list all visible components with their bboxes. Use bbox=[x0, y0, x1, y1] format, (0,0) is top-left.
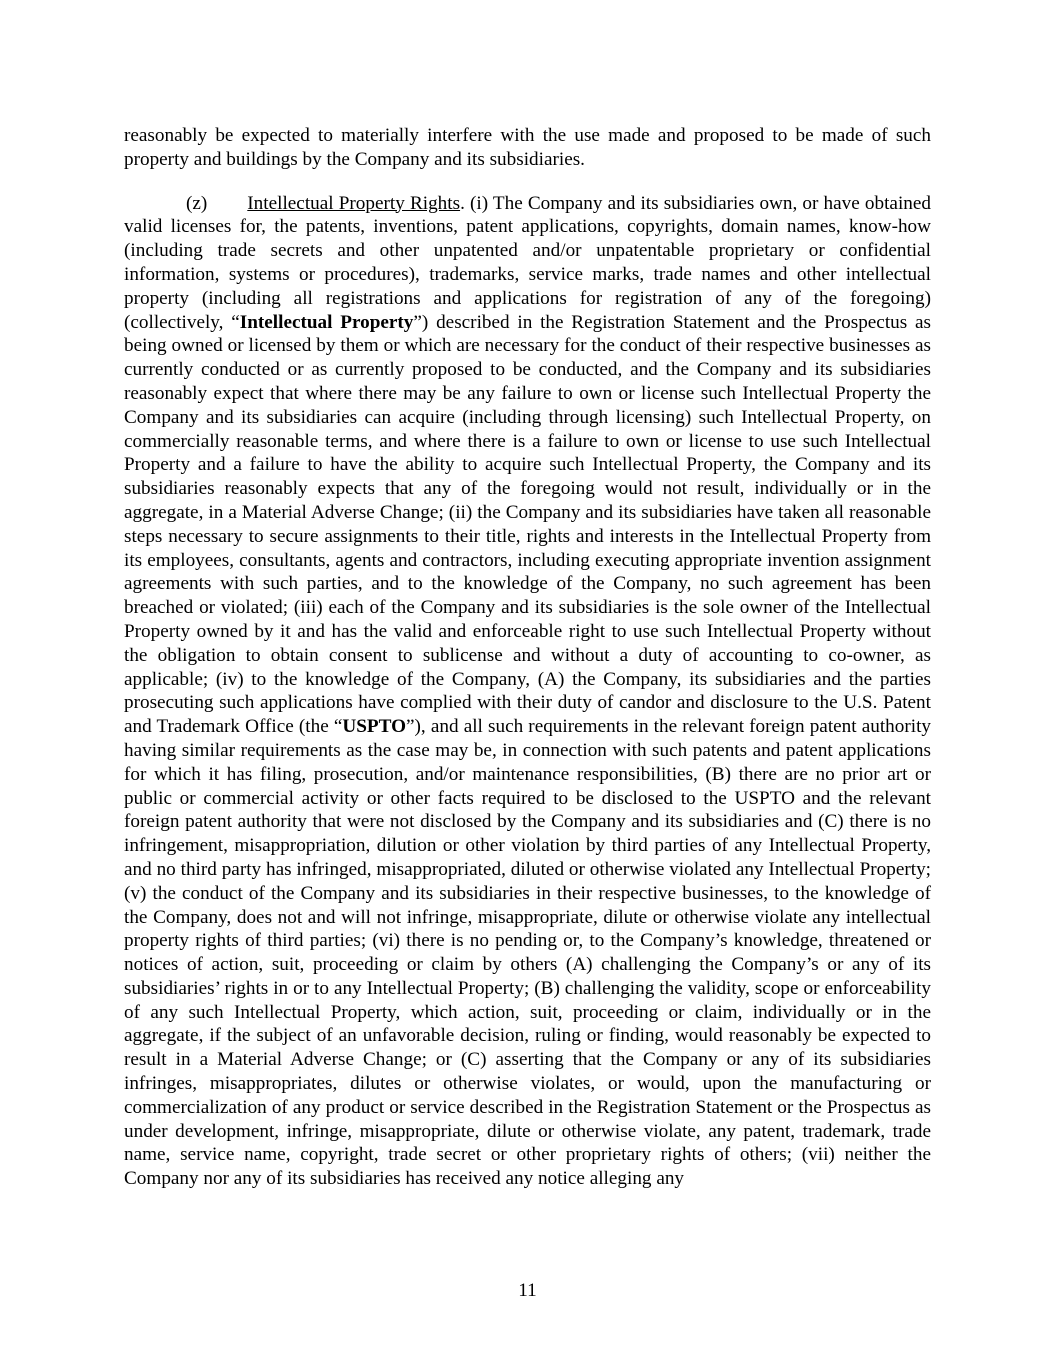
section-heading: Intellectual Property Rights bbox=[247, 192, 461, 214]
section-z-paragraph bbox=[124, 192, 931, 1191]
document-page bbox=[124, 124, 931, 1191]
section-text-part-2: ”) described in the Registration Statement and the Prospectus as being owned or licensed by them or which are necessary for the conduct of their respective businesses as currently conducted or as currently proposed to be conducted, and the Company and its subsidiaries reasonably expect that where there may be any failure to own or license such Intellectual Property the Company and its subsidiaries can acquire (including through licensing) such Intellectual Property, on commercially reasonable terms, and where there is a failure to own or license to use such Intellectual Property and a failure to have the ability to acquire such Intellectual Property, the Company and its subsidiaries reasonably expects that any of the foregoing would not result, individually or in the aggregate, in a Material Adverse Change; (ii) the Company and its subsidiaries have taken all reasonable steps necessary to secure assignments to their title, rights and interests in the Intellectual Property from its employees, consultants, agents and contractors, including executing appropriate invention assignment agreements with such parties, and to the knowledge of the Company, no such agreement has been breached or violated; (iii) each of the Company and its subsidiaries is the sole owner of the Intellectual Property owned by it and has the valid and enforceable right to use such Intellectual Property without the obligation to obtain consent to sublicense and without a duty of accounting to co-owner, as applicable; (iv) to the knowledge of the Company, (A) the Company, its subsidiaries and the parties prosecuting such applications have complied with their duty of candor and disclosure to the U.S. Patent and Trademark Office (the “ bbox=[124, 311, 931, 738]
section-text-part-1: (i) The Company and its subsidiaries own, or have obtained valid licenses for, the patents, inventions, patent applications, copyrights, domain names, know-how (including trade secrets and other unpatented and/or unpatentable proprietary or confidential information, systems or procedures), trademarks, service marks, trade names and other intellectual property (including all registrations and applications for registration of any of the foregoing) (collectively, “ bbox=[124, 192, 931, 333]
continuation-paragraph: reasonably be expected to materially interfere with the use made and proposed to be made of such property and buildings by the Company and its subsidiaries. bbox=[124, 125, 931, 170]
page-number: 11 bbox=[518, 1280, 537, 1301]
section-label: (z) bbox=[186, 192, 208, 214]
section-text-part-3: ”), and all such requirements in the relevant foreign patent authority having similar requirements as the case may be, in connection with such patents and patent applications for which it has filing, prosecution, and/or maintenance responsibilities, (B) there are no prior art or public or commercial activity or other facts required to be disclosed to the USPTO and the relevant foreign patent authority that were not disclosed by the Company and its subsidiaries and (C) there is no infringement, misappropriation, dilution or other violation by third parties of any Intellectual Property, and no third party has infringed, misappropriated, diluted or otherwise violated any Intellectual Property; (v) the conduct of the Company and its subsidiaries in their respective businesses, to the knowledge of the Company, does not and will not infringe, misappropriate, dilute or otherwise violate any intellectual property rights of third parties; (vi) there is no pending or, to the Company’s knowledge, threatened or notices of action, suit, proceeding or claim by others (A) challenging the Company’s or any of its subsidiaries’ rights in or to any Intellectual Property; (B) challenging the validity, scope or enforceability of any such Intellectual Property, which action, suit, proceeding or claim, individually or in the aggregate, if the subject of an unfavorable decision, ruling or finding, would reasonably be expected to result in a Material Adverse Change; or (C) asserting that the Company or any of its subsidiaries infringes, misappropriates, dilutes or otherwise violates, or would, upon the manufacturing or commercialization of any product or service described in the Registration Statement or the Prospectus as under development, infringe, misappropriate, dilute or otherwise violate, any patent, trademark, trade name, service name, copyright, trade secret or other proprietary rights of others; (vii) neither the Company nor any of its subsidiaries has received any notice alleging any bbox=[124, 716, 932, 1190]
defined-term-intellectual-property: Intellectual Property bbox=[239, 311, 414, 333]
section-heading-suffix: . bbox=[460, 192, 465, 214]
defined-term-uspto: USPTO bbox=[342, 716, 407, 738]
